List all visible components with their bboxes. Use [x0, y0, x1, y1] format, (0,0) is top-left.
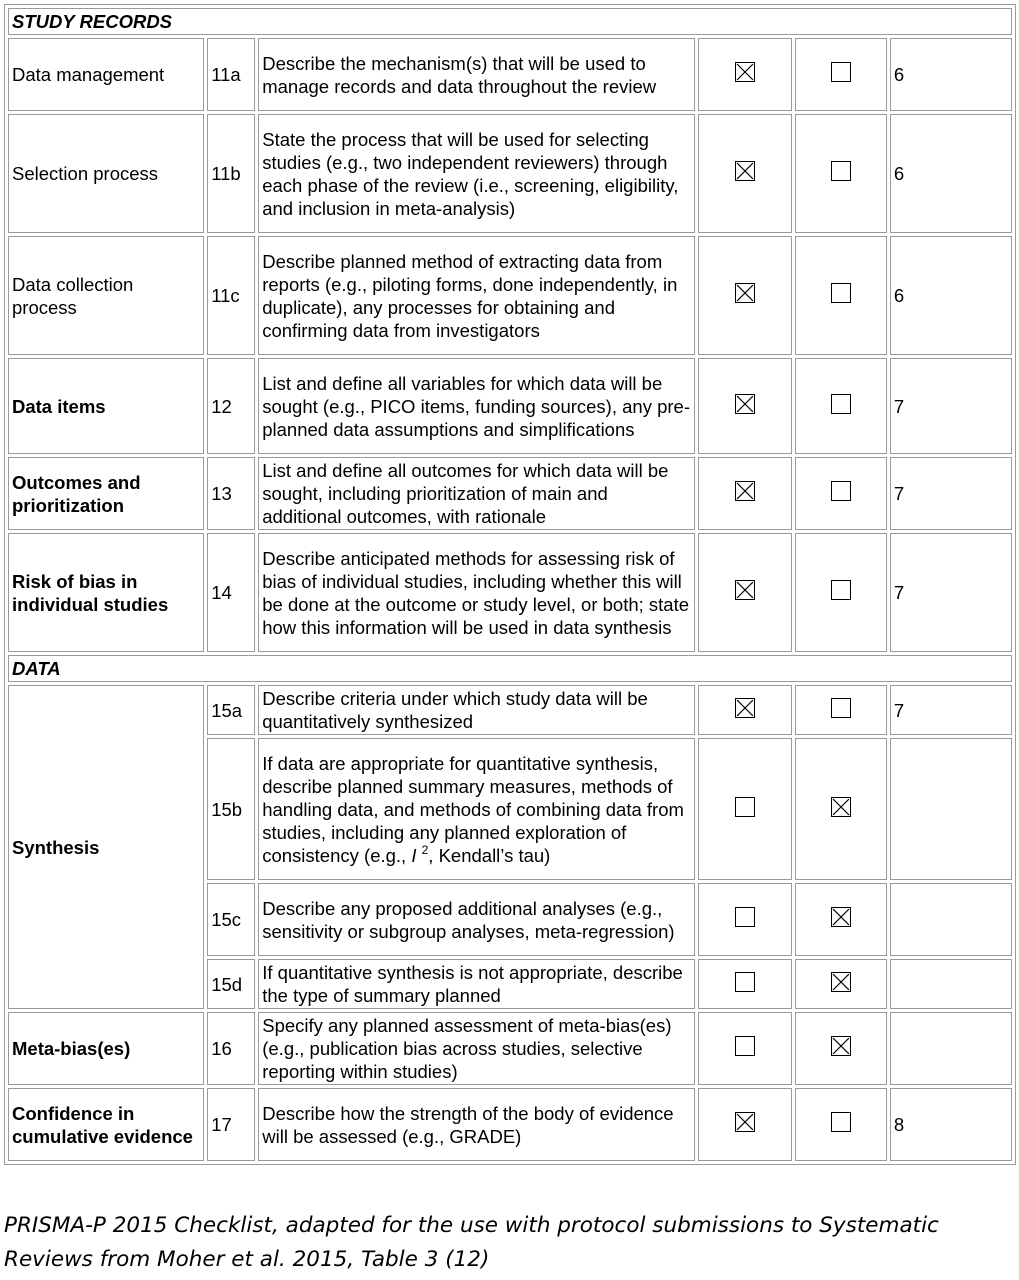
page-number: 7	[890, 457, 1012, 530]
topic-cell: Selection process	[8, 114, 204, 233]
cross-mark-icon	[736, 63, 754, 81]
topic-cell: Synthesis	[8, 685, 204, 1009]
cross-mark-icon	[832, 908, 850, 926]
yes-checkbox[interactable]	[735, 394, 755, 414]
topic-cell: Confidence in cumulative evidence	[8, 1088, 204, 1161]
table-row	[8, 114, 1012, 233]
item-number: 11b	[207, 114, 255, 233]
topic-cell: Data management	[8, 38, 204, 111]
topic-cell: Data items	[8, 358, 204, 454]
page-number: 7	[890, 685, 1012, 735]
topic-cell: Data collection process	[8, 236, 204, 355]
cross-mark-icon	[736, 162, 754, 180]
item-number: 11a	[207, 38, 255, 111]
no-checkbox[interactable]	[831, 580, 851, 600]
no-checkbox[interactable]	[831, 907, 851, 927]
no-checkbox[interactable]	[831, 1112, 851, 1132]
no-checkbox[interactable]	[831, 797, 851, 817]
table-row	[8, 1088, 1012, 1161]
yes-checkbox[interactable]	[735, 1112, 755, 1132]
item-description: State the process that will be used for selecting studies (e.g., two independent reviewers) through each phase of the review (i.e., screening, eligibility, and inclusion in meta-analysis)	[258, 114, 694, 233]
table-row	[8, 236, 1012, 355]
item-number: 15b	[207, 738, 255, 880]
item-number: 14	[207, 533, 255, 652]
yes-checkbox[interactable]	[735, 481, 755, 501]
item-number: 17	[207, 1088, 255, 1161]
yes-checkbox[interactable]	[735, 797, 755, 817]
cross-mark-icon	[736, 1113, 754, 1131]
cross-mark-icon	[736, 284, 754, 302]
no-checkbox[interactable]	[831, 62, 851, 82]
yes-checkbox[interactable]	[735, 907, 755, 927]
yes-checkbox[interactable]	[735, 1036, 755, 1056]
page-number: 6	[890, 236, 1012, 355]
topic-cell: Meta-bias(es)	[8, 1012, 204, 1085]
page-number	[890, 738, 1012, 880]
yes-checkbox[interactable]	[735, 161, 755, 181]
item-description: Describe any proposed additional analyses (e.g., sensitivity or subgroup analyses, meta-regression)	[258, 883, 694, 956]
page-number	[890, 959, 1012, 1009]
page-number	[890, 883, 1012, 956]
table-row	[8, 1012, 1012, 1085]
item-number: 15d	[207, 959, 255, 1009]
section-header-study-records: STUDY RECORDS	[8, 8, 1012, 35]
no-checkbox[interactable]	[831, 972, 851, 992]
cross-mark-icon	[832, 973, 850, 991]
page-number: 7	[890, 533, 1012, 652]
yes-checkbox[interactable]	[735, 580, 755, 600]
topic-cell: Outcomes and prioritization	[8, 457, 204, 530]
item-description: Specify any planned assessment of meta-bias(es) (e.g., publication bias across studies, selective reporting within studies)	[258, 1012, 694, 1085]
item-number: 15c	[207, 883, 255, 956]
cross-mark-icon	[736, 395, 754, 413]
item-description: If data are appropriate for quantitative synthesis, describe planned summary measures, methods of handling data, and methods of combining data from studies, including any planned exploration of consistency (e.g., I $^2$, Kendall’s tau)	[258, 738, 694, 880]
yes-checkbox[interactable]	[735, 283, 755, 303]
page-number: 7	[890, 358, 1012, 454]
prisma-checklist-table	[4, 4, 1016, 1165]
yes-checkbox[interactable]	[735, 698, 755, 718]
table-row	[8, 685, 1012, 735]
table-row	[8, 38, 1012, 111]
page-number: 6	[890, 38, 1012, 111]
item-description: Describe anticipated methods for assessing risk of bias of individual studies, including whether this will be done at the outcome or study level, or both; state how this information will be used in data synthesis	[258, 533, 694, 652]
item-number: 16	[207, 1012, 255, 1085]
item-number: 13	[207, 457, 255, 530]
no-checkbox[interactable]	[831, 698, 851, 718]
item-description: Describe planned method of extracting data from reports (e.g., piloting forms, done independently, in duplicate), any processes for obtaining and confirming data from investigators	[258, 236, 694, 355]
page-number: 6	[890, 114, 1012, 233]
item-number: 11c	[207, 236, 255, 355]
cross-mark-icon	[832, 1037, 850, 1055]
item-number: 12	[207, 358, 255, 454]
no-checkbox[interactable]	[831, 394, 851, 414]
no-checkbox[interactable]	[831, 283, 851, 303]
table-row	[8, 457, 1012, 530]
page-number	[890, 1012, 1012, 1085]
no-checkbox[interactable]	[831, 161, 851, 181]
no-checkbox[interactable]	[831, 1036, 851, 1056]
cross-mark-icon	[832, 798, 850, 816]
cross-mark-icon	[736, 699, 754, 717]
section-header-data: DATA	[8, 655, 1012, 682]
cross-mark-icon	[736, 581, 754, 599]
item-description: Describe the mechanism(s) that will be used to manage records and data throughout the review	[258, 38, 694, 111]
item-description: If quantitative synthesis is not appropriate, describe the type of summary planned	[258, 959, 694, 1009]
page-number: 8	[890, 1088, 1012, 1161]
table-row	[8, 358, 1012, 454]
item-description: Describe how the strength of the body of evidence will be assessed (e.g., GRADE)	[258, 1088, 694, 1161]
topic-cell: Risk of bias in individual studies	[8, 533, 204, 652]
item-description: List and define all outcomes for which data will be sought, including prioritization of main and additional outcomes, with rationale	[258, 457, 694, 530]
table-caption: PRISMA-P 2015 Checklist, adapted for the use with protocol submissions to Systematic Reviews from Moher et al. 2015, Table 3 (12)	[4, 1213, 939, 1272]
table-row	[8, 533, 1012, 652]
no-checkbox[interactable]	[831, 481, 851, 501]
item-number: 15a	[207, 685, 255, 735]
item-description: List and define all variables for which data will be sought (e.g., PICO items, funding sources), any pre-planned data assumptions and simplifications	[258, 358, 694, 454]
item-description: Describe criteria under which study data will be quantitatively synthesized	[258, 685, 694, 735]
yes-checkbox[interactable]	[735, 62, 755, 82]
yes-checkbox[interactable]	[735, 972, 755, 992]
cross-mark-icon	[736, 482, 754, 500]
